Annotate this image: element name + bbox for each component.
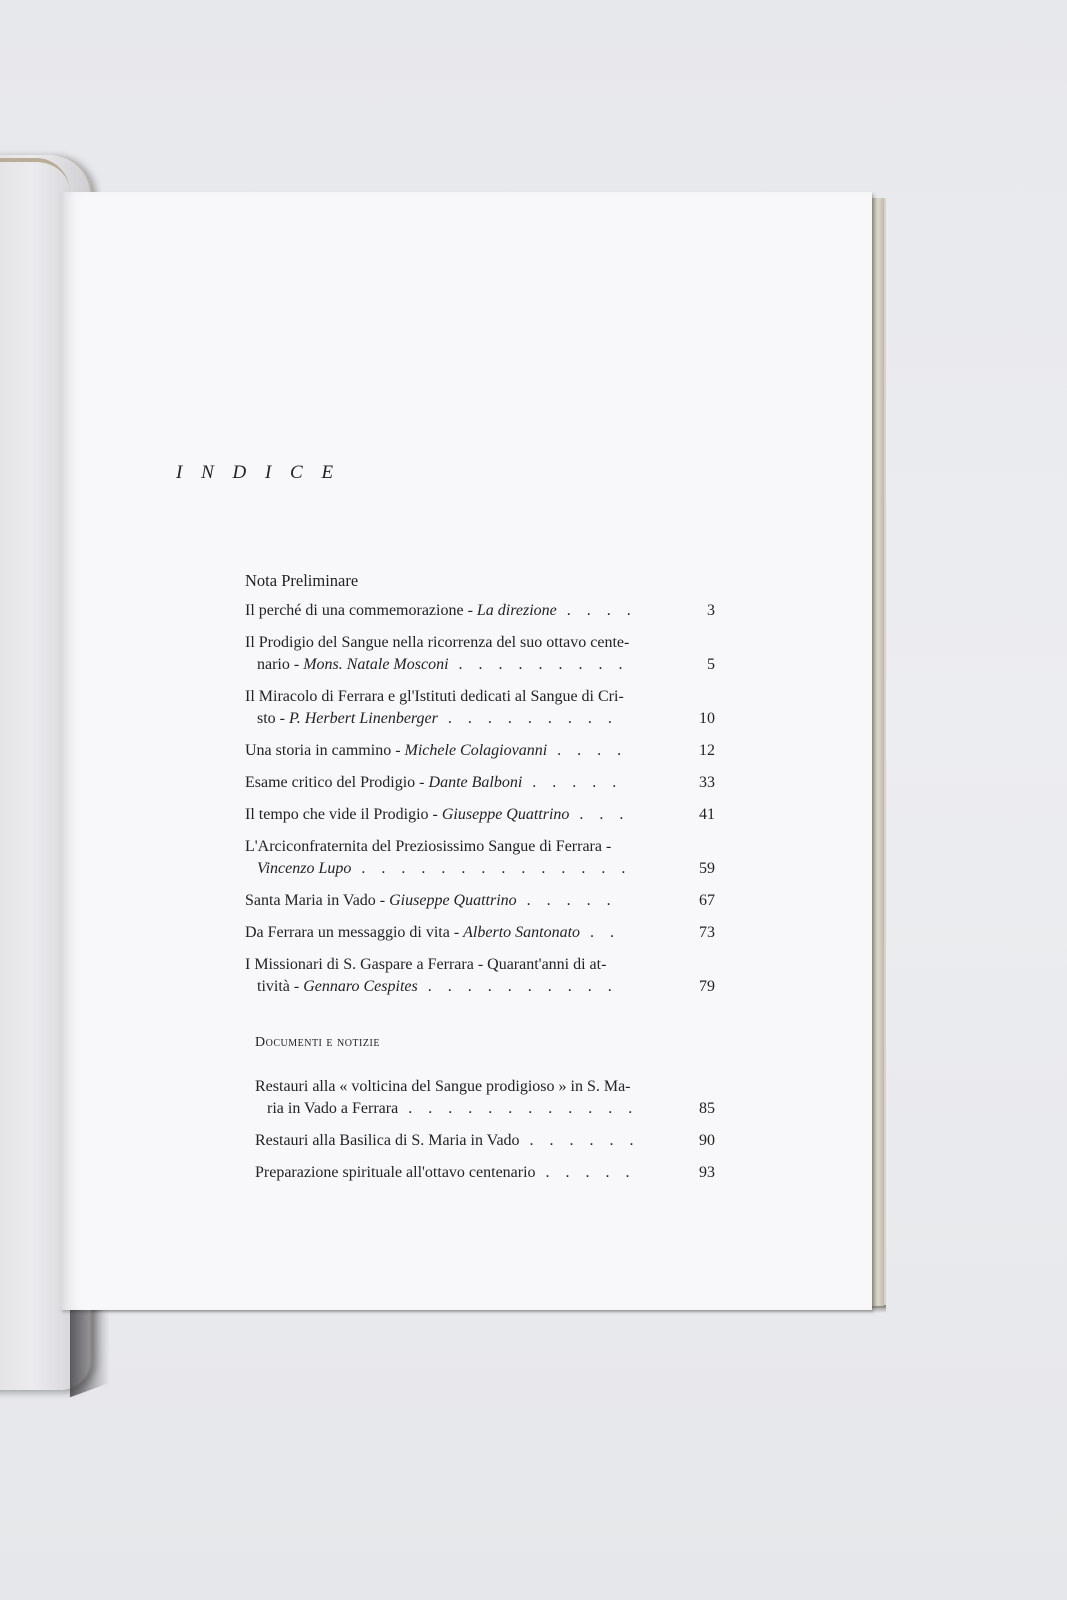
entry-text: sto - xyxy=(257,710,289,727)
toc-entry xyxy=(255,1162,715,1184)
entry-text: Restauri alla Basilica di S. Maria in Vado xyxy=(255,1132,520,1149)
entry-line xyxy=(245,922,715,944)
entry-text: Il Miracolo di Ferrara e gl'Istituti dedicati al Sangue di Cri- xyxy=(245,688,624,705)
entry-line xyxy=(245,654,715,676)
entry-line xyxy=(245,772,715,794)
page-title: I N D I C E xyxy=(176,462,341,483)
page-number: 33 xyxy=(699,774,715,791)
page-edge xyxy=(870,198,884,1306)
entry-text: Una storia in cammino - xyxy=(245,742,405,759)
dot-leader: . . . xyxy=(569,806,630,823)
toc-entry xyxy=(245,686,715,730)
page-number: 67 xyxy=(699,892,715,909)
entry-text: I Missionari di S. Gaspare a Ferrara - Quarant'anni di at- xyxy=(245,956,607,973)
toc-entry xyxy=(245,632,715,676)
toc-entry xyxy=(245,890,715,912)
entry-text: ria in Vado a Ferrara xyxy=(267,1100,399,1117)
entry-text: Da Ferrara un messaggio di vita - xyxy=(245,924,464,941)
page-number: 12 xyxy=(699,742,715,759)
entry-author: Dante Balboni xyxy=(428,774,523,791)
dot-leader: . . xyxy=(580,924,621,941)
page-number: 3 xyxy=(707,602,715,619)
entry-text: tività - xyxy=(257,978,304,995)
entry-text: Restauri alla « volticina del Sangue prodigioso » in S. Ma- xyxy=(255,1078,631,1095)
page-number: 5 xyxy=(707,656,715,673)
dot-leader: . . . . . . . . . . xyxy=(417,978,618,995)
entry-author: Giuseppe Quattrino xyxy=(441,806,570,823)
entry-author: Gennaro Cespites xyxy=(303,978,418,995)
entry-line xyxy=(245,686,715,708)
dot-leader: . . . . xyxy=(547,742,628,759)
page-number: 41 xyxy=(699,806,715,823)
entry-line xyxy=(245,890,715,912)
entry-line xyxy=(245,976,715,998)
dot-leader: . . . . . . xyxy=(519,1132,640,1149)
page-number: 85 xyxy=(699,1100,715,1117)
page-number: 93 xyxy=(699,1164,715,1181)
toc-entry xyxy=(245,804,715,826)
entry-line xyxy=(245,954,715,976)
entry-line xyxy=(245,708,715,730)
dot-leader: . . . . . xyxy=(535,1164,636,1181)
entry-line xyxy=(255,1076,715,1098)
toc-entry xyxy=(245,740,715,762)
entry-author: Mons. Natale Mosconi xyxy=(303,656,449,673)
entry-line xyxy=(255,1130,715,1152)
toc-entry xyxy=(255,1076,715,1120)
toc-entry xyxy=(245,600,715,622)
entry-line xyxy=(255,1098,715,1120)
entry-line xyxy=(245,632,715,654)
entry-text: Il Prodigio del Sangue nella ricorrenza del suo ottavo cente- xyxy=(245,634,630,651)
entry-line xyxy=(245,600,715,622)
toc-entry xyxy=(245,836,715,880)
page-number: 59 xyxy=(699,860,715,877)
docs-heading: Documenti e notizie xyxy=(255,1035,380,1050)
page-number: 79 xyxy=(699,978,715,995)
table-of-contents xyxy=(245,570,715,1194)
entry-text: Il tempo che vide il Prodigio - xyxy=(245,806,442,823)
toc-entry xyxy=(255,1130,715,1152)
dot-leader: . . . . xyxy=(556,602,637,619)
page-number: 90 xyxy=(699,1132,715,1149)
entry-line xyxy=(245,858,715,880)
dot-leader: . . . . . xyxy=(522,774,623,791)
dot-leader: . . . . . xyxy=(516,892,617,909)
entry-text: Santa Maria in Vado - xyxy=(245,892,390,909)
entry-author: Alberto Santonato xyxy=(463,924,581,941)
entry-line xyxy=(245,740,715,762)
toc-entry xyxy=(245,954,715,998)
entry-text: Preparazione spirituale all'ottavo centenario xyxy=(255,1164,536,1181)
entry-author: Michele Colagiovanni xyxy=(404,742,548,759)
dot-leader: . . . . . . . . . . . . xyxy=(398,1100,639,1117)
entry-text: Il perché di una commemorazione - xyxy=(245,602,477,619)
entry-line xyxy=(255,1162,715,1184)
page-number: 10 xyxy=(699,710,715,727)
doc-entries-list xyxy=(245,1076,715,1184)
page-number: 73 xyxy=(699,924,715,941)
toc-entry xyxy=(245,922,715,944)
toc-entry xyxy=(245,772,715,794)
entry-line xyxy=(245,836,715,858)
dot-leader: . . . . . . . . . . . . . . xyxy=(351,860,632,877)
entry-text: Esame critico del Prodigio - xyxy=(245,774,429,791)
entry-text: nario - xyxy=(257,656,304,673)
entries-list xyxy=(245,600,715,998)
entry-author: Vincenzo Lupo xyxy=(257,860,352,877)
entry-line xyxy=(245,804,715,826)
entry-text: L'Arciconfraternita del Preziosissimo Sangue di Ferrara - xyxy=(245,838,612,855)
entry-author: La direzione xyxy=(476,602,557,619)
section-heading: Nota Preliminare xyxy=(245,571,359,590)
dot-leader: . . . . . . . . . xyxy=(437,710,618,727)
dot-leader: . . . . . . . . . xyxy=(448,656,629,673)
entry-author: Giuseppe Quattrino xyxy=(389,892,517,909)
entry-author: P. Herbert Linenberger xyxy=(289,710,438,727)
